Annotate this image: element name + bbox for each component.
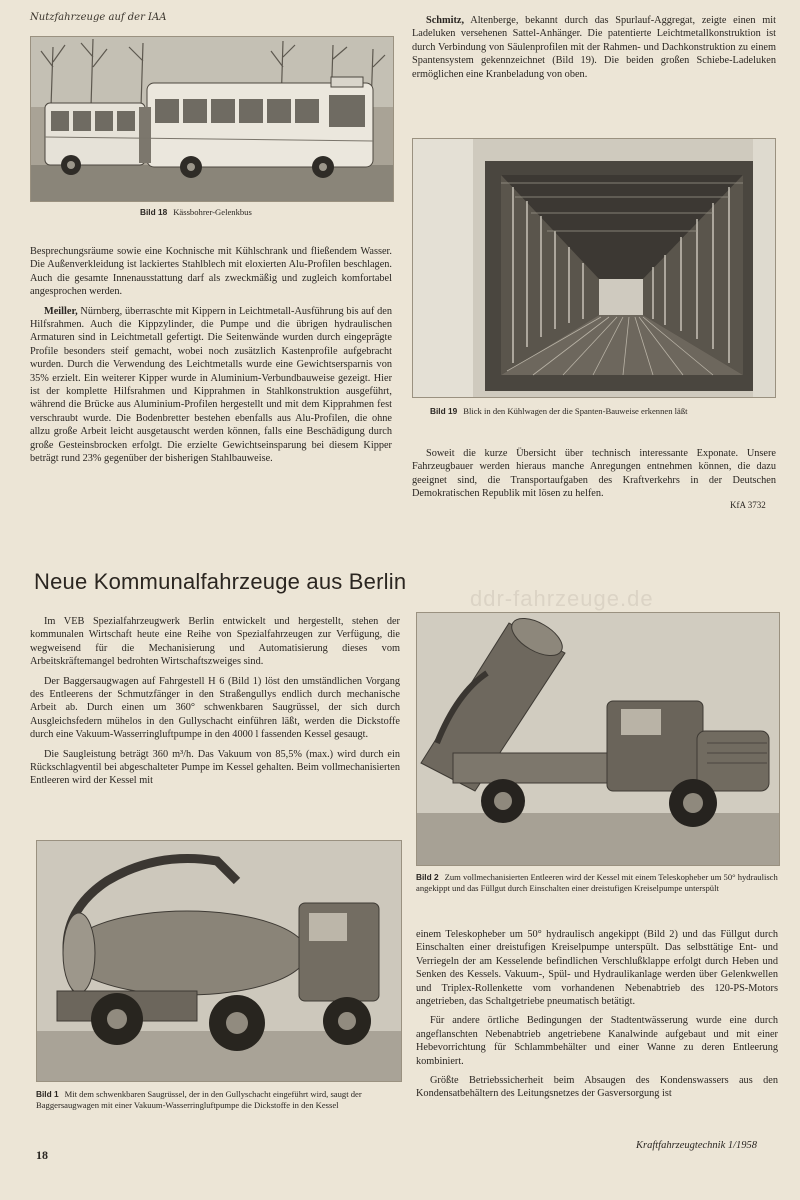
suction-truck-photo bbox=[36, 840, 402, 1082]
caption-text: Blick in den Kühlwagen der die Spanten-Bauweise erkennen läßt bbox=[463, 406, 688, 416]
paragraph: Im VEB Spezialfahrzeugwerk Berlin entwickelt und hergestellt, stehen der kommunalen Wirtschaft heute eine Reihe von Spezialfahrzeugen zur Verfügung, die wegweisend für die Mechanisierung und Automatisierung dieses vom Arbeitskräftemangel bedrohten Wirtschaftszweiges sind. bbox=[30, 616, 400, 668]
figure-caption-bild1 bbox=[36, 1089, 400, 1111]
tipping-tank-truck-photo bbox=[416, 612, 780, 866]
paragraph: Der Baggersaugwagen auf Fahrgestell H 6 (Bild 1) löst den umständlichen Vorgang des Entleerens der Schmutzfänger in den Straßengullys endlich durch mechanische Arbeit ab. Durch einen um 360° schwenkbaren Saugrüssel, der sich durch Ausgleichsfedern mühelos in den Gullyschacht einführen läßt, werden die Dickstoffe durch eine Vakuum-Wasserringluftpumpe in den 4000 l fassenden Kessel gesaugt. bbox=[30, 675, 400, 741]
figure-label: Bild 1 bbox=[36, 1089, 59, 1099]
right-column-section bbox=[416, 928, 778, 1107]
figure-caption-bild19 bbox=[430, 406, 688, 417]
caption-text: Kässbohrer-Gelenkbus bbox=[173, 207, 252, 217]
company-name: Schmitz, bbox=[426, 15, 465, 26]
figure-label: Bild 19 bbox=[430, 406, 458, 416]
cooling-trailer-photo bbox=[412, 138, 776, 398]
paragraph: Für andere örtliche Bedingungen der Stadtentwässerung wurde eine durch angeflanschten Nebenabtrieb angetriebene Kanalwinde aufgebaut und mit einer Hebevorrichtung für Schlammbehälter und einer Wanne zu deren Entleerung kombiniert. bbox=[416, 1015, 778, 1067]
paragraph: einem Teleskopheber um 50° hydraulisch angekippt (Bild 2) und das Füllgut durch Einschalten einer dreistufigen Kreiselpumpe unterspült. Das selbsttätige Ent- und Verriegeln der am Kesselende befindlichen Verschlußklappe erfolgt durch Heben und Senken des Kessels. Vakuum-, Spül- und Hydraulikanlage werden über Gelenkwellen und Triplex-Rollenkette vom vorhandenen Nebenabtrieb des 120-PS-Motors angetrieben, das Schaltgetriebe pneumatisch betätigt. bbox=[416, 929, 778, 1008]
paragraph: Die Saugleistung beträgt 360 m³/h. Das Vakuum von 85,5% (max.) wird durch ein Rückschlagventil bei abgeschalteter Pumpe im Kessel gehalten. Beim vollmechanisierten Entleeren wird der Kessel mit bbox=[30, 748, 400, 787]
paragraph: Größte Betriebssicherheit beim Absaugen des Kondenswassers aus den Kondensatbehältern des Leitungsnetzes der Gasversorgung ist bbox=[416, 1075, 778, 1100]
figure-caption-bild2 bbox=[416, 872, 778, 894]
paragraph: Besprechungsräume sowie eine Kochnische mit Kühlschrank und fließendem Wasser. Die Außenverkleidung ist lackiertes Stahlblech mit eloxierten Alu-Profilen beschlagen. Auch die gesamte Innenausstattung darf als zweckmäßig und zugleich komfortabel angesprochen werden. bbox=[30, 246, 392, 298]
left-column-top bbox=[30, 245, 392, 472]
figure-label: Bild 18 bbox=[140, 207, 168, 217]
caption-text: Zum vollmechanisierten Entleeren wird der Kessel mit einem Teleskopheber um 50° hydraulisch angekippt und das Füllgut durch Einschalten einer dreistufigen Kreiselpumpe unterspült bbox=[416, 872, 778, 893]
running-header: Nutzfahrzeuge auf der IAA bbox=[30, 12, 167, 23]
page-number: 18 bbox=[36, 1148, 48, 1162]
figure-label: Bild 2 bbox=[416, 872, 439, 882]
paragraph-meiller bbox=[30, 305, 392, 466]
company-name: Meiller, bbox=[44, 305, 78, 317]
figure-caption-bild18 bbox=[140, 207, 252, 218]
paragraph-text: Altenberge, bekannt durch das Spurlauf-Aggregat, zeigte einen mit Ladeluken versehenen Sattel-Anhänger. Die patentierte Leichtmetallkonstruktion ist durch Verbindung von Säulenprofilen mit der Rahmen- und Dachkonstruktion zu einem Spantensystem gekennzeichnet (Bild 19). Die beiden großen Schiebe-Ladeluken ermöglichen eine Kranbeladung von oben. bbox=[412, 15, 776, 80]
paragraph: Soweit die kurze Übersicht über technisch interessante Exponate. Unsere Fahrzeugbauer werden hieraus manche Anregungen entnehmen können, die dazu geeignet sind, die Transportaufgaben des Kraftverkehrs in der Deutschen Demokratischen Republik mit lösen zu helfen. bbox=[412, 448, 776, 500]
caption-text: Mit dem schwenkbaren Saugrüssel, der in den Gullyschacht eingeführt wird, saugt der Baggersaugwagen mit einer Vakuum-Wasserringluftpumpe die Dickstoffe in den Kessel bbox=[36, 1089, 362, 1110]
watermark: ddr-fahrzeuge.de bbox=[470, 586, 654, 611]
paragraph-schmitz bbox=[412, 14, 776, 81]
section-title: Neue Kommunalfahrzeuge aus Berlin bbox=[34, 569, 407, 594]
article-reference: KfA 3732 bbox=[730, 500, 766, 510]
paragraph-text: Nürnberg, überraschte mit Kippern in Leichtmetall-Ausführung bis auf den Hilfsrahmen. Auch die Kippzylinder, die Pumpe und die übrigen hydraulischen Armaturen sind in Leichtmetall gefertigt. Die Seitenwände wurden durch eingeprägte Profile besonders steif gemacht, wobei noch zusätzlich Kastenprofile aufgebracht wurden. Durch die Verwendung des Leichtmetalls wurde eine Gewichtsersparnis von 35% erzielt. Ein weiterer Kipper wurde in Aluminium-Verbundbauweise gezeigt. Hier ist der komplette Hilfsrahmen und Kipprahmen in Stahlkonstruktion ausgeführt, während die Brücke aus Aluminium-Profilen hergestellt und mit dem Kipprahmen fest verschraubt wurde. Die Bodenbretter bestehen ebenfalls aus Alu-Profilen, die ohne allzu große Arbeit leicht ausgetauscht werden können, falls eine Beschädigung durch große Gesteinsbrocken erfolgt. Die erzielte Gewichtseinsparung bei diesem Kipper beträgt rund 23% gegenüber der bisherigen Stahlbauweise. bbox=[30, 305, 392, 465]
left-column-section bbox=[30, 615, 400, 794]
journal-reference: Kraftfahrzeugtechnik 1/1958 bbox=[636, 1140, 758, 1151]
right-column-top bbox=[412, 14, 776, 87]
bus-photo bbox=[30, 36, 394, 202]
right-column-summary bbox=[412, 447, 776, 501]
